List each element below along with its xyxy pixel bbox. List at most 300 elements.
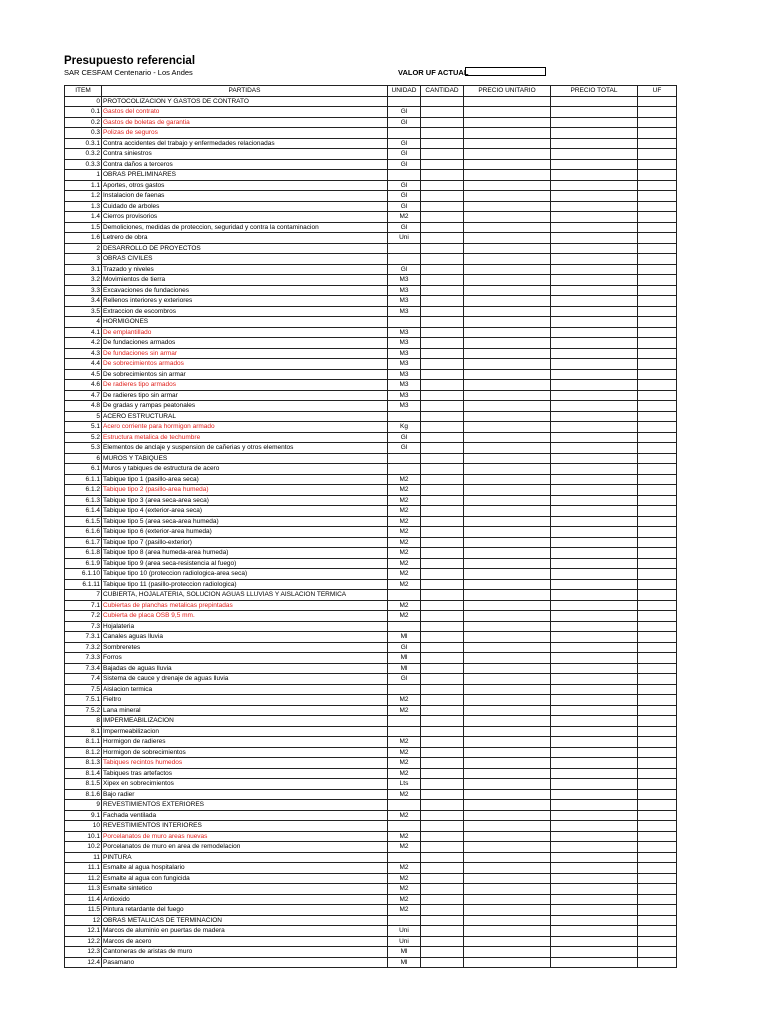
uf-cell[interactable] bbox=[638, 873, 677, 884]
uf-cell[interactable] bbox=[638, 222, 677, 233]
precio-unitario-cell[interactable] bbox=[464, 905, 551, 916]
precio-unitario-cell[interactable] bbox=[464, 222, 551, 233]
cantidad-cell[interactable] bbox=[421, 285, 464, 296]
precio-total-cell[interactable] bbox=[551, 821, 638, 832]
precio-total-cell[interactable] bbox=[551, 548, 638, 559]
cantidad-cell[interactable] bbox=[421, 779, 464, 790]
precio-total-cell[interactable] bbox=[551, 380, 638, 391]
cantidad-cell[interactable] bbox=[421, 810, 464, 821]
precio-unitario-cell[interactable] bbox=[464, 180, 551, 191]
precio-unitario-cell[interactable] bbox=[464, 117, 551, 128]
cantidad-cell[interactable] bbox=[421, 495, 464, 506]
precio-unitario-cell[interactable] bbox=[464, 485, 551, 496]
cantidad-cell[interactable] bbox=[421, 915, 464, 926]
uf-cell[interactable] bbox=[638, 537, 677, 548]
cantidad-cell[interactable] bbox=[421, 558, 464, 569]
precio-unitario-cell[interactable] bbox=[464, 327, 551, 338]
cantidad-cell[interactable] bbox=[421, 947, 464, 958]
precio-total-cell[interactable] bbox=[551, 128, 638, 139]
precio-unitario-cell[interactable] bbox=[464, 936, 551, 947]
uf-cell[interactable] bbox=[638, 695, 677, 706]
precio-total-cell[interactable] bbox=[551, 842, 638, 853]
precio-total-cell[interactable] bbox=[551, 464, 638, 475]
precio-total-cell[interactable] bbox=[551, 369, 638, 380]
precio-unitario-cell[interactable] bbox=[464, 275, 551, 286]
uf-cell[interactable] bbox=[638, 254, 677, 265]
precio-unitario-cell[interactable] bbox=[464, 674, 551, 685]
precio-total-cell[interactable] bbox=[551, 852, 638, 863]
cantidad-cell[interactable] bbox=[421, 359, 464, 370]
uf-cell[interactable] bbox=[638, 821, 677, 832]
uf-cell[interactable] bbox=[638, 401, 677, 412]
precio-total-cell[interactable] bbox=[551, 695, 638, 706]
cantidad-cell[interactable] bbox=[421, 852, 464, 863]
cantidad-cell[interactable] bbox=[421, 842, 464, 853]
precio-unitario-cell[interactable] bbox=[464, 842, 551, 853]
cantidad-cell[interactable] bbox=[421, 432, 464, 443]
precio-total-cell[interactable] bbox=[551, 359, 638, 370]
precio-total-cell[interactable] bbox=[551, 579, 638, 590]
uf-cell[interactable] bbox=[638, 558, 677, 569]
uf-cell[interactable] bbox=[638, 506, 677, 517]
uf-cell[interactable] bbox=[638, 443, 677, 454]
uf-cell[interactable] bbox=[638, 642, 677, 653]
precio-total-cell[interactable] bbox=[551, 789, 638, 800]
precio-total-cell[interactable] bbox=[551, 705, 638, 716]
cantidad-cell[interactable] bbox=[421, 96, 464, 107]
cantidad-cell[interactable] bbox=[421, 537, 464, 548]
precio-unitario-cell[interactable] bbox=[464, 695, 551, 706]
precio-unitario-cell[interactable] bbox=[464, 285, 551, 296]
uf-cell[interactable] bbox=[638, 957, 677, 968]
precio-total-cell[interactable] bbox=[551, 779, 638, 790]
precio-unitario-cell[interactable] bbox=[464, 527, 551, 538]
uf-cell[interactable] bbox=[638, 516, 677, 527]
precio-total-cell[interactable] bbox=[551, 254, 638, 265]
precio-unitario-cell[interactable] bbox=[464, 737, 551, 748]
uf-cell[interactable] bbox=[638, 863, 677, 874]
precio-total-cell[interactable] bbox=[551, 621, 638, 632]
cantidad-cell[interactable] bbox=[421, 380, 464, 391]
cantidad-cell[interactable] bbox=[421, 485, 464, 496]
cantidad-cell[interactable] bbox=[421, 453, 464, 464]
precio-total-cell[interactable] bbox=[551, 327, 638, 338]
uf-cell[interactable] bbox=[638, 306, 677, 317]
precio-total-cell[interactable] bbox=[551, 905, 638, 916]
cantidad-cell[interactable] bbox=[421, 674, 464, 685]
precio-unitario-cell[interactable] bbox=[464, 495, 551, 506]
cantidad-cell[interactable] bbox=[421, 191, 464, 202]
cantidad-cell[interactable] bbox=[421, 464, 464, 475]
uf-cell[interactable] bbox=[638, 275, 677, 286]
precio-unitario-cell[interactable] bbox=[464, 558, 551, 569]
uf-cell[interactable] bbox=[638, 233, 677, 244]
cantidad-cell[interactable] bbox=[421, 926, 464, 937]
cantidad-cell[interactable] bbox=[421, 516, 464, 527]
uf-cell[interactable] bbox=[638, 705, 677, 716]
precio-total-cell[interactable] bbox=[551, 663, 638, 674]
uf-cell[interactable] bbox=[638, 317, 677, 328]
precio-total-cell[interactable] bbox=[551, 180, 638, 191]
cantidad-cell[interactable] bbox=[421, 527, 464, 538]
precio-total-cell[interactable] bbox=[551, 863, 638, 874]
cantidad-cell[interactable] bbox=[421, 159, 464, 170]
uf-cell[interactable] bbox=[638, 831, 677, 842]
uf-cell[interactable] bbox=[638, 926, 677, 937]
uf-cell[interactable] bbox=[638, 936, 677, 947]
uf-cell[interactable] bbox=[638, 390, 677, 401]
precio-unitario-cell[interactable] bbox=[464, 894, 551, 905]
precio-unitario-cell[interactable] bbox=[464, 191, 551, 202]
precio-total-cell[interactable] bbox=[551, 285, 638, 296]
uf-cell[interactable] bbox=[638, 747, 677, 758]
precio-unitario-cell[interactable] bbox=[464, 149, 551, 160]
cantidad-cell[interactable] bbox=[421, 443, 464, 454]
precio-unitario-cell[interactable] bbox=[464, 138, 551, 149]
cantidad-cell[interactable] bbox=[421, 821, 464, 832]
precio-total-cell[interactable] bbox=[551, 485, 638, 496]
precio-unitario-cell[interactable] bbox=[464, 201, 551, 212]
cantidad-cell[interactable] bbox=[421, 306, 464, 317]
cantidad-cell[interactable] bbox=[421, 222, 464, 233]
uf-cell[interactable] bbox=[638, 495, 677, 506]
precio-unitario-cell[interactable] bbox=[464, 390, 551, 401]
cantidad-cell[interactable] bbox=[421, 957, 464, 968]
uf-cell[interactable] bbox=[638, 894, 677, 905]
precio-total-cell[interactable] bbox=[551, 768, 638, 779]
precio-unitario-cell[interactable] bbox=[464, 863, 551, 874]
precio-unitario-cell[interactable] bbox=[464, 359, 551, 370]
uf-cell[interactable] bbox=[638, 842, 677, 853]
cantidad-cell[interactable] bbox=[421, 264, 464, 275]
precio-unitario-cell[interactable] bbox=[464, 663, 551, 674]
uf-cell[interactable] bbox=[638, 915, 677, 926]
precio-total-cell[interactable] bbox=[551, 537, 638, 548]
precio-total-cell[interactable] bbox=[551, 957, 638, 968]
uf-cell[interactable] bbox=[638, 159, 677, 170]
uf-cell[interactable] bbox=[638, 579, 677, 590]
precio-total-cell[interactable] bbox=[551, 894, 638, 905]
cantidad-cell[interactable] bbox=[421, 705, 464, 716]
precio-unitario-cell[interactable] bbox=[464, 243, 551, 254]
precio-total-cell[interactable] bbox=[551, 222, 638, 233]
precio-unitario-cell[interactable] bbox=[464, 159, 551, 170]
cantidad-cell[interactable] bbox=[421, 390, 464, 401]
cantidad-cell[interactable] bbox=[421, 831, 464, 842]
precio-total-cell[interactable] bbox=[551, 915, 638, 926]
cantidad-cell[interactable] bbox=[421, 149, 464, 160]
precio-unitario-cell[interactable] bbox=[464, 380, 551, 391]
uf-cell[interactable] bbox=[638, 758, 677, 769]
precio-total-cell[interactable] bbox=[551, 600, 638, 611]
precio-total-cell[interactable] bbox=[551, 317, 638, 328]
precio-unitario-cell[interactable] bbox=[464, 338, 551, 349]
uf-cell[interactable] bbox=[638, 653, 677, 664]
cantidad-cell[interactable] bbox=[421, 600, 464, 611]
precio-total-cell[interactable] bbox=[551, 390, 638, 401]
uf-cell[interactable] bbox=[638, 170, 677, 181]
precio-total-cell[interactable] bbox=[551, 926, 638, 937]
uf-cell[interactable] bbox=[638, 422, 677, 433]
cantidad-cell[interactable] bbox=[421, 327, 464, 338]
cantidad-cell[interactable] bbox=[421, 296, 464, 307]
uf-cell[interactable] bbox=[638, 432, 677, 443]
uf-cell[interactable] bbox=[638, 905, 677, 916]
cantidad-cell[interactable] bbox=[421, 695, 464, 706]
cantidad-cell[interactable] bbox=[421, 737, 464, 748]
cantidad-cell[interactable] bbox=[421, 107, 464, 118]
precio-total-cell[interactable] bbox=[551, 422, 638, 433]
precio-total-cell[interactable] bbox=[551, 873, 638, 884]
precio-unitario-cell[interactable] bbox=[464, 716, 551, 727]
uf-cell[interactable] bbox=[638, 600, 677, 611]
precio-unitario-cell[interactable] bbox=[464, 474, 551, 485]
precio-unitario-cell[interactable] bbox=[464, 432, 551, 443]
precio-unitario-cell[interactable] bbox=[464, 831, 551, 842]
precio-total-cell[interactable] bbox=[551, 191, 638, 202]
cantidad-cell[interactable] bbox=[421, 233, 464, 244]
precio-total-cell[interactable] bbox=[551, 642, 638, 653]
precio-unitario-cell[interactable] bbox=[464, 128, 551, 139]
precio-total-cell[interactable] bbox=[551, 936, 638, 947]
uf-cell[interactable] bbox=[638, 810, 677, 821]
precio-unitario-cell[interactable] bbox=[464, 926, 551, 937]
uf-cell[interactable] bbox=[638, 569, 677, 580]
precio-unitario-cell[interactable] bbox=[464, 579, 551, 590]
precio-unitario-cell[interactable] bbox=[464, 915, 551, 926]
precio-unitario-cell[interactable] bbox=[464, 464, 551, 475]
precio-unitario-cell[interactable] bbox=[464, 810, 551, 821]
uf-cell[interactable] bbox=[638, 191, 677, 202]
precio-total-cell[interactable] bbox=[551, 432, 638, 443]
uf-cell[interactable] bbox=[638, 201, 677, 212]
cantidad-cell[interactable] bbox=[421, 884, 464, 895]
uf-cell[interactable] bbox=[638, 726, 677, 737]
precio-unitario-cell[interactable] bbox=[464, 212, 551, 223]
precio-unitario-cell[interactable] bbox=[464, 600, 551, 611]
precio-total-cell[interactable] bbox=[551, 338, 638, 349]
uf-cell[interactable] bbox=[638, 96, 677, 107]
precio-unitario-cell[interactable] bbox=[464, 758, 551, 769]
precio-total-cell[interactable] bbox=[551, 275, 638, 286]
precio-total-cell[interactable] bbox=[551, 558, 638, 569]
precio-total-cell[interactable] bbox=[551, 611, 638, 622]
precio-unitario-cell[interactable] bbox=[464, 800, 551, 811]
cantidad-cell[interactable] bbox=[421, 201, 464, 212]
uf-cell[interactable] bbox=[638, 768, 677, 779]
precio-unitario-cell[interactable] bbox=[464, 621, 551, 632]
uf-cell[interactable] bbox=[638, 149, 677, 160]
precio-total-cell[interactable] bbox=[551, 117, 638, 128]
uf-cell[interactable] bbox=[638, 369, 677, 380]
precio-total-cell[interactable] bbox=[551, 737, 638, 748]
precio-unitario-cell[interactable] bbox=[464, 516, 551, 527]
precio-total-cell[interactable] bbox=[551, 296, 638, 307]
precio-total-cell[interactable] bbox=[551, 96, 638, 107]
cantidad-cell[interactable] bbox=[421, 611, 464, 622]
precio-unitario-cell[interactable] bbox=[464, 548, 551, 559]
cantidad-cell[interactable] bbox=[421, 117, 464, 128]
precio-total-cell[interactable] bbox=[551, 527, 638, 538]
precio-unitario-cell[interactable] bbox=[464, 170, 551, 181]
precio-total-cell[interactable] bbox=[551, 264, 638, 275]
precio-unitario-cell[interactable] bbox=[464, 401, 551, 412]
precio-unitario-cell[interactable] bbox=[464, 369, 551, 380]
precio-unitario-cell[interactable] bbox=[464, 590, 551, 601]
precio-total-cell[interactable] bbox=[551, 810, 638, 821]
cantidad-cell[interactable] bbox=[421, 338, 464, 349]
precio-unitario-cell[interactable] bbox=[464, 443, 551, 454]
cantidad-cell[interactable] bbox=[421, 254, 464, 265]
precio-total-cell[interactable] bbox=[551, 411, 638, 422]
precio-total-cell[interactable] bbox=[551, 107, 638, 118]
cantidad-cell[interactable] bbox=[421, 369, 464, 380]
precio-unitario-cell[interactable] bbox=[464, 107, 551, 118]
precio-unitario-cell[interactable] bbox=[464, 705, 551, 716]
precio-total-cell[interactable] bbox=[551, 348, 638, 359]
precio-total-cell[interactable] bbox=[551, 401, 638, 412]
precio-unitario-cell[interactable] bbox=[464, 537, 551, 548]
precio-total-cell[interactable] bbox=[551, 632, 638, 643]
uf-cell[interactable] bbox=[638, 464, 677, 475]
precio-total-cell[interactable] bbox=[551, 800, 638, 811]
uf-cell[interactable] bbox=[638, 348, 677, 359]
cantidad-cell[interactable] bbox=[421, 663, 464, 674]
precio-unitario-cell[interactable] bbox=[464, 747, 551, 758]
precio-unitario-cell[interactable] bbox=[464, 317, 551, 328]
precio-total-cell[interactable] bbox=[551, 149, 638, 160]
uf-cell[interactable] bbox=[638, 789, 677, 800]
precio-total-cell[interactable] bbox=[551, 569, 638, 580]
precio-total-cell[interactable] bbox=[551, 201, 638, 212]
uf-value-input[interactable] bbox=[465, 67, 546, 76]
precio-total-cell[interactable] bbox=[551, 674, 638, 685]
uf-cell[interactable] bbox=[638, 296, 677, 307]
uf-cell[interactable] bbox=[638, 737, 677, 748]
uf-cell[interactable] bbox=[638, 212, 677, 223]
cantidad-cell[interactable] bbox=[421, 621, 464, 632]
precio-total-cell[interactable] bbox=[551, 443, 638, 454]
precio-total-cell[interactable] bbox=[551, 684, 638, 695]
uf-cell[interactable] bbox=[638, 411, 677, 422]
uf-cell[interactable] bbox=[638, 327, 677, 338]
uf-cell[interactable] bbox=[638, 107, 677, 118]
precio-unitario-cell[interactable] bbox=[464, 789, 551, 800]
cantidad-cell[interactable] bbox=[421, 590, 464, 601]
precio-total-cell[interactable] bbox=[551, 474, 638, 485]
precio-unitario-cell[interactable] bbox=[464, 233, 551, 244]
cantidad-cell[interactable] bbox=[421, 348, 464, 359]
cantidad-cell[interactable] bbox=[421, 317, 464, 328]
cantidad-cell[interactable] bbox=[421, 579, 464, 590]
cantidad-cell[interactable] bbox=[421, 716, 464, 727]
precio-total-cell[interactable] bbox=[551, 233, 638, 244]
cantidad-cell[interactable] bbox=[421, 800, 464, 811]
uf-cell[interactable] bbox=[638, 453, 677, 464]
precio-unitario-cell[interactable] bbox=[464, 642, 551, 653]
uf-cell[interactable] bbox=[638, 779, 677, 790]
precio-total-cell[interactable] bbox=[551, 159, 638, 170]
uf-cell[interactable] bbox=[638, 947, 677, 958]
precio-total-cell[interactable] bbox=[551, 831, 638, 842]
cantidad-cell[interactable] bbox=[421, 758, 464, 769]
cantidad-cell[interactable] bbox=[421, 789, 464, 800]
precio-total-cell[interactable] bbox=[551, 495, 638, 506]
precio-unitario-cell[interactable] bbox=[464, 254, 551, 265]
precio-unitario-cell[interactable] bbox=[464, 957, 551, 968]
precio-total-cell[interactable] bbox=[551, 590, 638, 601]
cantidad-cell[interactable] bbox=[421, 275, 464, 286]
precio-total-cell[interactable] bbox=[551, 516, 638, 527]
cantidad-cell[interactable] bbox=[421, 548, 464, 559]
precio-unitario-cell[interactable] bbox=[464, 296, 551, 307]
uf-cell[interactable] bbox=[638, 474, 677, 485]
precio-unitario-cell[interactable] bbox=[464, 884, 551, 895]
uf-cell[interactable] bbox=[638, 632, 677, 643]
cantidad-cell[interactable] bbox=[421, 642, 464, 653]
precio-total-cell[interactable] bbox=[551, 726, 638, 737]
uf-cell[interactable] bbox=[638, 674, 677, 685]
precio-unitario-cell[interactable] bbox=[464, 684, 551, 695]
uf-cell[interactable] bbox=[638, 684, 677, 695]
uf-cell[interactable] bbox=[638, 611, 677, 622]
precio-unitario-cell[interactable] bbox=[464, 422, 551, 433]
cantidad-cell[interactable] bbox=[421, 422, 464, 433]
precio-total-cell[interactable] bbox=[551, 947, 638, 958]
uf-cell[interactable] bbox=[638, 359, 677, 370]
precio-total-cell[interactable] bbox=[551, 506, 638, 517]
cantidad-cell[interactable] bbox=[421, 411, 464, 422]
uf-cell[interactable] bbox=[638, 380, 677, 391]
cantidad-cell[interactable] bbox=[421, 684, 464, 695]
precio-unitario-cell[interactable] bbox=[464, 947, 551, 958]
uf-cell[interactable] bbox=[638, 548, 677, 559]
uf-cell[interactable] bbox=[638, 128, 677, 139]
precio-unitario-cell[interactable] bbox=[464, 779, 551, 790]
uf-cell[interactable] bbox=[638, 285, 677, 296]
uf-cell[interactable] bbox=[638, 243, 677, 254]
precio-unitario-cell[interactable] bbox=[464, 852, 551, 863]
cantidad-cell[interactable] bbox=[421, 905, 464, 916]
uf-cell[interactable] bbox=[638, 138, 677, 149]
precio-total-cell[interactable] bbox=[551, 212, 638, 223]
uf-cell[interactable] bbox=[638, 800, 677, 811]
cantidad-cell[interactable] bbox=[421, 894, 464, 905]
uf-cell[interactable] bbox=[638, 264, 677, 275]
precio-unitario-cell[interactable] bbox=[464, 306, 551, 317]
cantidad-cell[interactable] bbox=[421, 747, 464, 758]
cantidad-cell[interactable] bbox=[421, 863, 464, 874]
precio-total-cell[interactable] bbox=[551, 716, 638, 727]
cantidad-cell[interactable] bbox=[421, 128, 464, 139]
uf-cell[interactable] bbox=[638, 716, 677, 727]
uf-cell[interactable] bbox=[638, 884, 677, 895]
cantidad-cell[interactable] bbox=[421, 506, 464, 517]
precio-total-cell[interactable] bbox=[551, 453, 638, 464]
cantidad-cell[interactable] bbox=[421, 212, 464, 223]
precio-unitario-cell[interactable] bbox=[464, 264, 551, 275]
precio-unitario-cell[interactable] bbox=[464, 506, 551, 517]
precio-unitario-cell[interactable] bbox=[464, 726, 551, 737]
cantidad-cell[interactable] bbox=[421, 726, 464, 737]
precio-unitario-cell[interactable] bbox=[464, 348, 551, 359]
precio-unitario-cell[interactable] bbox=[464, 611, 551, 622]
precio-unitario-cell[interactable] bbox=[464, 873, 551, 884]
cantidad-cell[interactable] bbox=[421, 474, 464, 485]
cantidad-cell[interactable] bbox=[421, 401, 464, 412]
precio-unitario-cell[interactable] bbox=[464, 96, 551, 107]
precio-total-cell[interactable] bbox=[551, 138, 638, 149]
